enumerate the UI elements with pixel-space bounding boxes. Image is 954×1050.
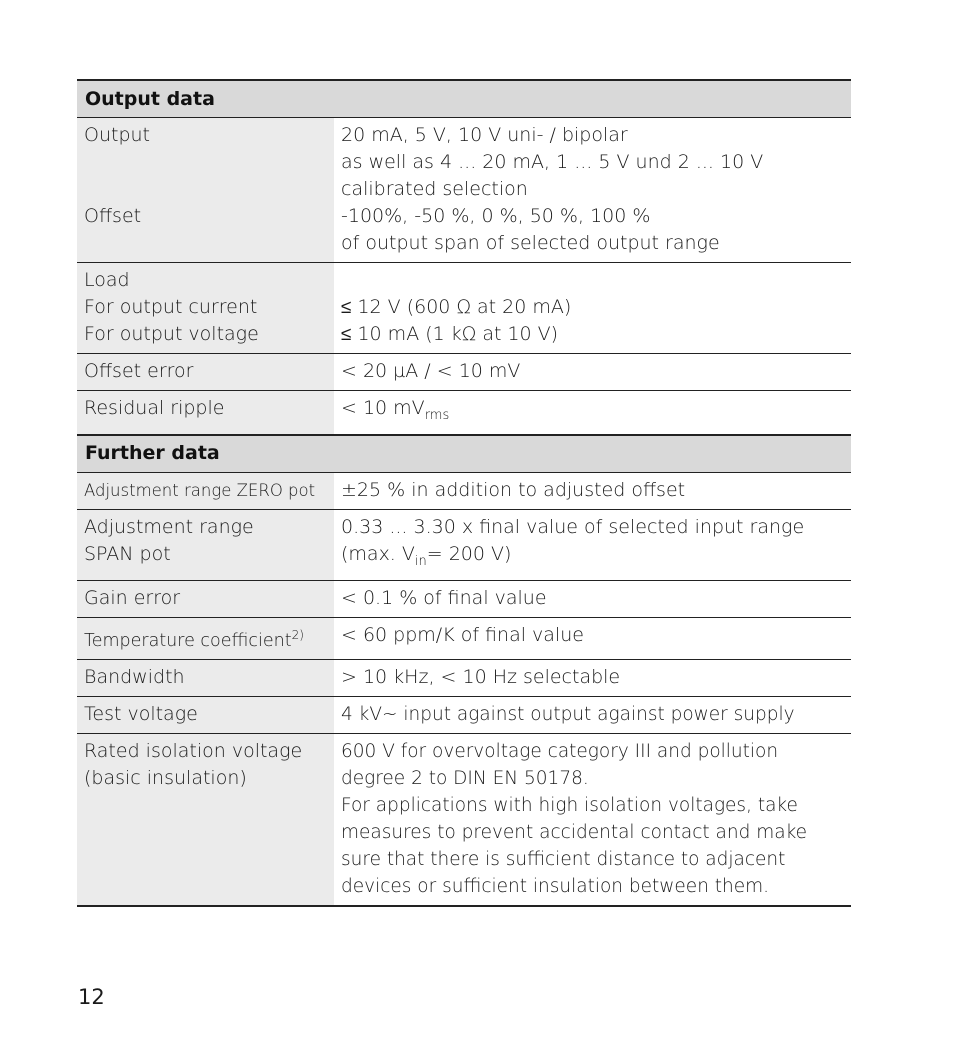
table-row-load (77, 263, 851, 354)
section-header-further (77, 435, 851, 473)
row-label (77, 734, 334, 907)
row-value: 4 kV~ input against output against power supply (334, 697, 851, 734)
section-title: Output data (77, 80, 851, 118)
row-value (334, 734, 851, 907)
isolation-label-line2: (basic insulation) (84, 767, 247, 790)
value-line: 600 V for overvoltage category III and pollution (341, 741, 779, 763)
load-voltage-label: For output voltage (84, 323, 259, 345)
value-line: For applications with high isolation voltages, take (341, 795, 798, 817)
value-line: ≤ 10 mA (1 kΩ at 10 V) (341, 323, 559, 345)
ripple-value: < 10 mV (341, 397, 425, 419)
table-row-isolation (77, 734, 851, 907)
value-line: measures to prevent accidental contact and make (341, 822, 808, 844)
row-value (334, 118, 851, 263)
row-label: Residual ripple (77, 391, 334, 435)
row-value (334, 509, 851, 580)
spec-table (77, 79, 851, 907)
value-line: calibrated selection (341, 178, 528, 200)
table-row-span-pot (77, 509, 851, 580)
span-max-prefix: (max. V (341, 542, 415, 565)
table-row-gain-error (77, 580, 851, 617)
table-row-test-voltage (77, 697, 851, 734)
row-label: Adjustment range ZERO pot (77, 472, 334, 509)
row-value: < 20 µA / < 10 mV (334, 354, 851, 391)
table-row-bandwidth (77, 660, 851, 697)
table-row-output (77, 118, 851, 263)
value-line: -100%, -50 %, 0 %, 50 %, 100 % (341, 205, 651, 227)
value-line: 0.33 ... 3.30 x final value of selected input range (341, 515, 805, 538)
row-value: < 60 ppm/K of final value (334, 617, 851, 660)
row-label (77, 617, 334, 660)
span-label-line1: Adjustment range (84, 515, 254, 538)
footnote-mark: 2) (291, 627, 304, 642)
row-value (334, 263, 851, 354)
row-value: > 10 kHz, < 10 Hz selectable (334, 660, 851, 697)
value-line: devices or sufficient insulation between them. (341, 876, 770, 898)
output-label: Output (84, 124, 150, 146)
value-line: as well as 4 ... 20 mA, 1 ... 5 V und 2 ... 10 V (341, 151, 764, 173)
table-row-temperature-coefficient (77, 617, 851, 660)
row-label: Offset error (77, 354, 334, 391)
row-label: Gain error (77, 580, 334, 617)
row-label: Test voltage (77, 697, 334, 734)
row-value (334, 391, 851, 435)
row-label: Bandwidth (77, 660, 334, 697)
isolation-label-line1: Rated isolation voltage (84, 740, 303, 763)
page-number: 12 (78, 985, 105, 1009)
table-row-zero-pot (77, 472, 851, 509)
table-row-offset-error (77, 354, 851, 391)
load-current-label: For output current (84, 296, 258, 318)
table-row-residual-ripple (77, 391, 851, 435)
load-label: Load (84, 269, 130, 291)
row-value: ±25 % in addition to adjusted offset (334, 472, 851, 509)
span-label-line2: SPAN pot (84, 542, 171, 565)
value-line: 20 mA, 5 V, 10 V uni- / bipolar (341, 124, 628, 146)
row-label (77, 263, 334, 354)
value-line: of output span of selected output range (341, 232, 720, 254)
row-label (77, 118, 334, 263)
row-label (77, 509, 334, 580)
section-title: Further data (77, 435, 851, 473)
span-max-suffix: = 200 V) (426, 542, 512, 565)
value-line: degree 2 to DIN EN 50178. (341, 768, 589, 790)
span-subscript: in (414, 553, 427, 569)
section-header-output (77, 80, 851, 118)
temp-label: Temperature coefficient (84, 630, 292, 651)
value-line: ≤ 12 V (600 Ω at 20 mA) (341, 296, 572, 318)
offset-label: Offset (84, 205, 142, 227)
ripple-subscript: rms (424, 407, 450, 423)
value-line: sure that there is sufficient distance to adjacent (341, 849, 786, 871)
row-value: < 0.1 % of final value (334, 580, 851, 617)
value-line (341, 541, 845, 575)
